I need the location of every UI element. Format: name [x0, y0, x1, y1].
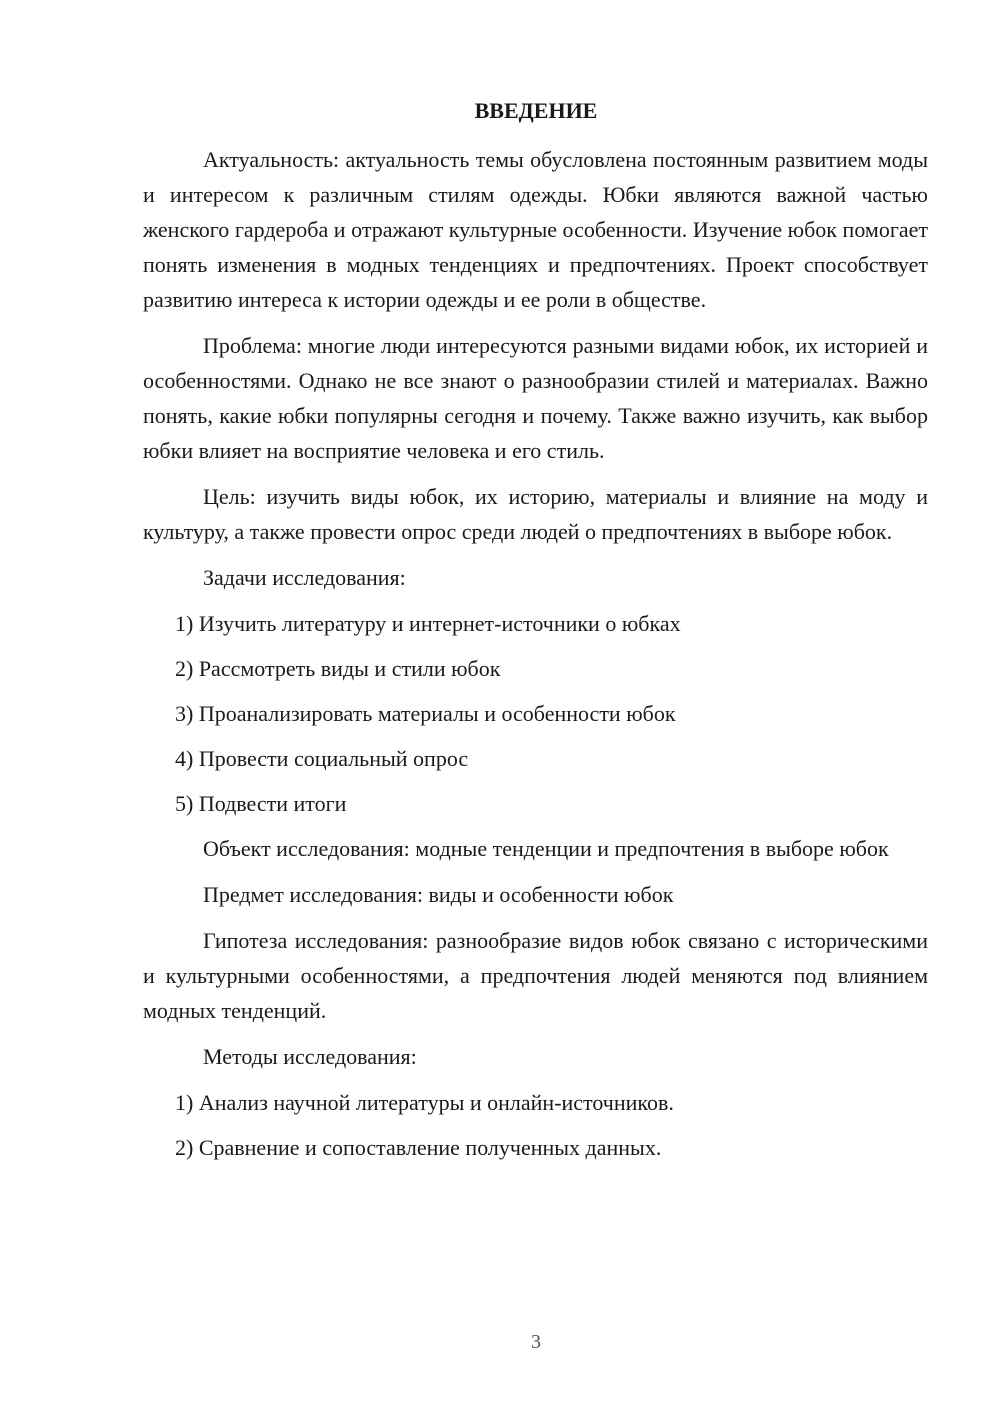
method-item: 2) Сравнение и сопоставление полученных данных.: [175, 1135, 662, 1160]
method-item: 1) Анализ научной литературы и онлайн-источников.: [175, 1090, 674, 1115]
object-paragraph: Объект исследования: модные тенденции и предпочтения в выборе юбок: [203, 836, 889, 861]
task-item: 1) Изучить литературу и интернет-источники о юбках: [175, 611, 681, 636]
page-number: 3: [531, 1331, 541, 1353]
task-item: 3) Проанализировать материалы и особенности юбок: [175, 701, 676, 726]
hypothesis-paragraph: Гипотеза исследования: разнообразие видов юбок связано с историческими и культурными особенностями, а предпочтения людей меняются под влиянием модных тенденций.: [143, 928, 928, 1023]
body-text: [143, 142, 928, 1175]
problem-paragraph: Проблема: многие люди интересуются разными видами юбок, их историей и особенностями. Однако не все знают о разнообразии стилей и материалах. Важно понять, какие юбки популярны сегодня и почему. Также важно изучить, как выбор юбки влияет на восприятие человека и его стиль.: [143, 333, 928, 463]
task-item: 2) Рассмотреть виды и стили юбок: [175, 656, 501, 681]
methods-heading: Методы исследования:: [203, 1044, 417, 1069]
task-item: 5) Подвести итоги: [175, 791, 347, 816]
subject-paragraph: Предмет исследования: виды и особенности юбок: [203, 882, 674, 907]
relevance-paragraph: Актуальность: актуальность темы обусловлена постоянным развитием моды и интересом к различным стилям одежды. Юбки являются важной частью женского гардероба и отражают культурные особенности. Изучение юбок помогает понять изменения в модных тенденциях и предпочтениях. Проект способствует развитию интереса к истории одежды и ее роли в обществе.: [143, 147, 928, 312]
tasks-heading: Задачи исследования:: [203, 565, 406, 590]
goal-paragraph: Цель: изучить виды юбок, их историю, материалы и влияние на моду и культуру, а также провести опрос среди людей о предпочтениях в выборе юбок.: [143, 484, 928, 544]
task-item: 4) Провести социальный опрос: [175, 746, 469, 771]
page-title: ВВЕДЕНИЕ: [474, 98, 598, 123]
